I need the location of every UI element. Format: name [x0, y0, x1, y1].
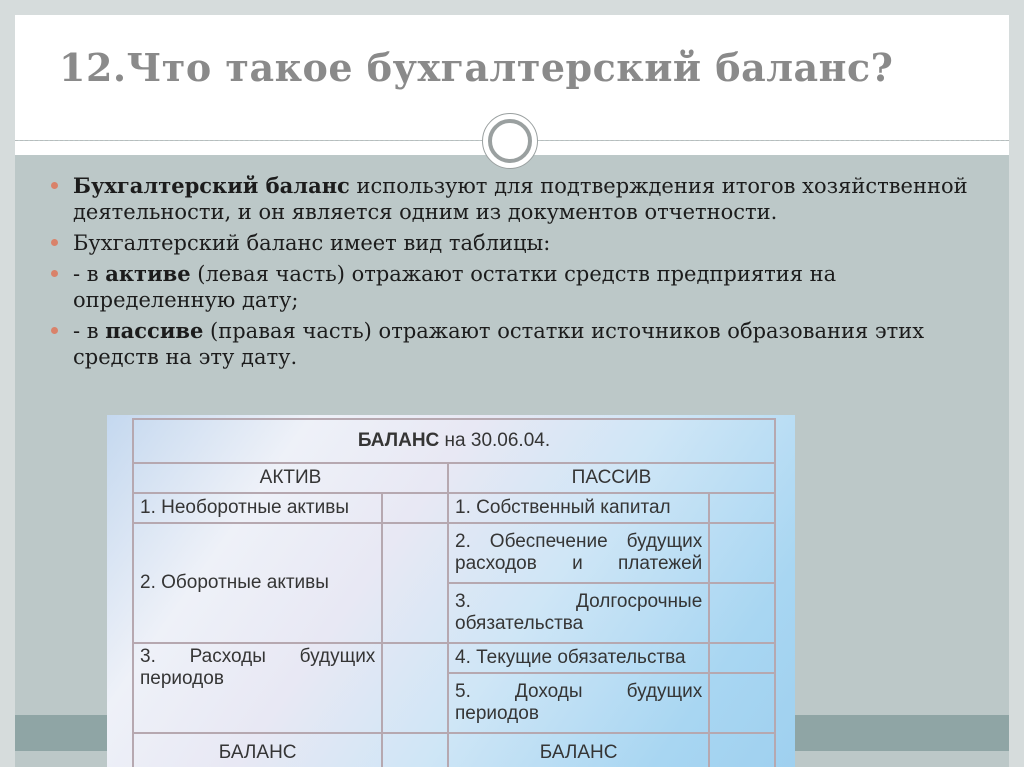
bullet-prefix: - в	[73, 262, 106, 286]
table-cell-empty	[709, 733, 775, 767]
table-cell-empty	[709, 583, 775, 643]
bullet-dot-icon	[51, 239, 58, 246]
bullet-item-2	[51, 230, 1001, 256]
table-footer-cell: БАЛАНС	[133, 733, 382, 767]
table-cell: 4. Текущие обязательства	[448, 643, 709, 673]
table-cell-empty	[709, 493, 775, 523]
table-cell: 1. Необоротные активы	[133, 493, 382, 523]
slide-title: 12.Что такое бухгалтерский баланс?	[59, 45, 894, 90]
balance-table	[132, 418, 776, 767]
table-cell-empty	[709, 673, 775, 733]
table-caption: БАЛАНС на 30.06.04.	[133, 419, 775, 463]
bullet-text: (правая часть) отражают остатки источников образования этих средств на эту дату.	[73, 319, 925, 369]
bullet-text: (левая часть) отражают остатки средств предприятия на определенную дату;	[73, 262, 837, 312]
table-cell-empty	[709, 643, 775, 673]
table-cell: 5. Доходы будущих периодов	[448, 673, 709, 733]
table-cell-empty	[382, 493, 448, 523]
table-cell: 3. Долгосрочные обязательства	[448, 583, 709, 643]
bullet-dot-icon	[51, 182, 58, 189]
table-cell: 3. Расходы будущих периодов	[133, 643, 382, 733]
bullet-item-3	[51, 261, 1001, 313]
table-cell-empty	[709, 523, 775, 583]
bullet-text: Бухгалтерский баланс имеет вид таблицы:	[73, 231, 551, 255]
column-header-passive: ПАССИВ	[448, 463, 775, 493]
table-cell: 1. Собственный капитал	[448, 493, 709, 523]
balance-table-image	[107, 415, 795, 767]
table-cell-empty	[382, 643, 448, 733]
table-cell: 2. Обеспечение будущих расходов и платежей	[448, 523, 709, 583]
table-footer-cell: БАЛАНС	[448, 733, 709, 767]
table-cell: 2. Оборотные активы	[133, 523, 382, 643]
bullet-bold: Бухгалтерский баланс	[73, 173, 350, 198]
bullet-list	[51, 173, 1001, 375]
bullet-item-4	[51, 318, 1001, 370]
bullet-dot-icon	[51, 270, 58, 277]
bullet-bold: активе	[105, 261, 191, 286]
bullet-prefix: - в	[73, 319, 106, 343]
column-header-active: АКТИВ	[133, 463, 448, 493]
table-cell-empty	[382, 733, 448, 767]
table-cell-empty	[382, 523, 448, 643]
bullet-dot-icon	[51, 327, 58, 334]
bullet-bold: пассиве	[105, 318, 204, 343]
circle-ornament-icon	[482, 113, 538, 169]
bullet-text: используют для подтверждения итогов хозяйственной деятельности, и он является одним из документов отчетности.	[73, 174, 968, 224]
bullet-item-1	[51, 173, 1001, 225]
